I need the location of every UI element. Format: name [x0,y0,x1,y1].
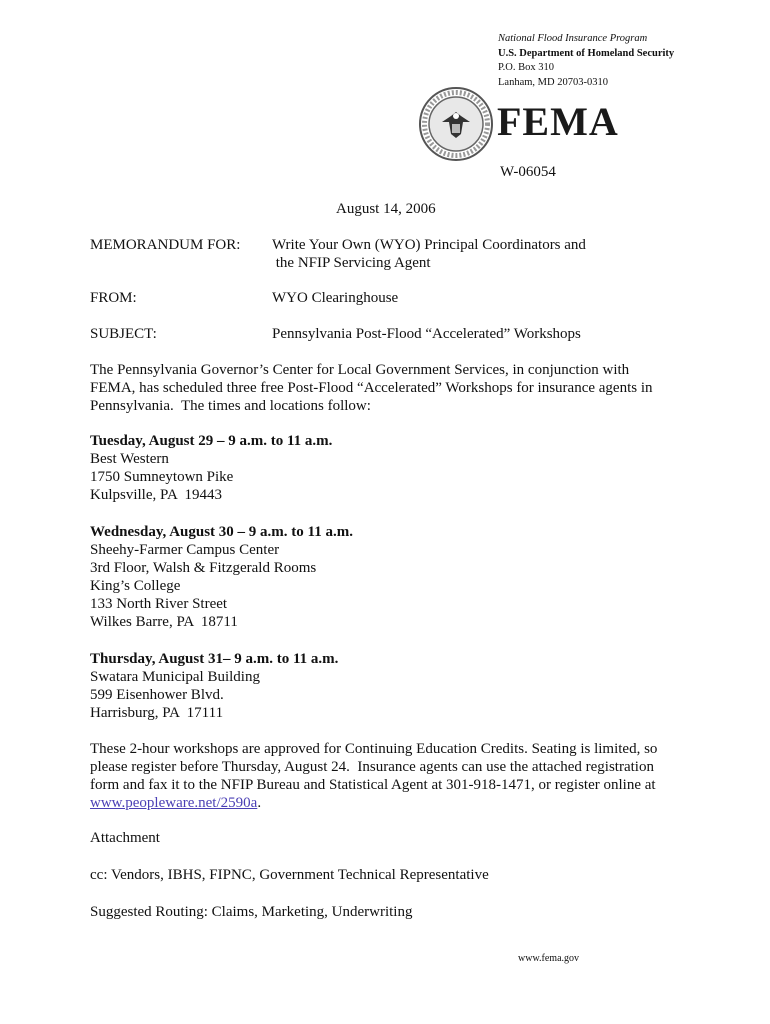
from-label: FROM: [90,290,137,306]
subject-value: Pennsylvania Post-Flood “Accelerated” Workshops [272,326,581,342]
workshop-street: 1750 Sumneytown Pike [90,469,234,485]
workshop-tuesday [90,432,332,504]
footer-url: www.fema.gov [518,953,580,964]
routing-line: Suggested Routing: Claims, Marketing, Underwriting [90,904,413,920]
workshop-wednesday [90,523,353,631]
intro-paragraph [90,361,690,415]
intro-line: Pennsylvania. The times and locations follow: [90,398,371,414]
workshop-city: Harrisburg, PA 17111 [90,705,224,721]
memo-for-label: MEMORANDUM FOR: [90,237,241,253]
workshop-city: Wilkes Barre, PA 18711 [90,614,238,630]
from-value: WYO Clearinghouse [272,290,399,306]
memo-for-value-line2: the NFIP Servicing Agent [272,255,431,271]
workshop-thursday [90,650,338,722]
dhs-seal-icon [418,86,494,162]
closing-link-line [90,794,690,812]
program-name: National Flood Insurance Program [498,33,648,44]
workshop-street: 133 North River Street [90,596,228,612]
workshop-venue: Sheehy-Farmer Campus Center [90,542,280,558]
memo-for-value-line1: Write Your Own (WYO) Principal Coordinators and [272,237,586,253]
registration-link[interactable]: www.peopleware.net/2590a [90,795,258,811]
memo-date: August 14, 2006 [336,201,436,217]
link-suffix: . [257,795,262,811]
document-number: W-06054 [500,164,556,180]
closing-line: please register before Thursday, August 24. Insurance agents can use the attached registration [90,759,654,775]
closing-line: These 2-hour workshops are approved for Continuing Education Credits. Seating is limited, so [90,741,658,757]
closing-line: form and fax it to the NFIP Bureau and Statistical Agent at 301-918-1471, or register online at [90,777,656,793]
workshop-city: Kulpsville, PA 19443 [90,487,222,503]
intro-line: The Pennsylvania Governor’s Center for Local Government Services, in conjunction with [90,362,630,378]
intro-line: FEMA, has scheduled three free Post-Flood “Accelerated” Workshops for insurance agents in [90,380,653,396]
city-line: Lanham, MD 20703-0310 [498,76,608,88]
department-name: U.S. Department of Homeland Security [498,47,675,59]
workshop-room: 3rd Floor, Walsh & Fitzgerald Rooms [90,560,317,576]
letterhead-address [498,32,674,90]
subject-label: SUBJECT: [90,326,157,342]
attachment-note: Attachment [90,830,160,846]
workshop-street: 599 Eisenhower Blvd. [90,687,224,703]
fema-wordmark: FEMA [497,99,619,144]
closing-paragraph [90,740,690,812]
workshop-venue: Best Western [90,451,169,467]
workshop-venue: Swatara Municipal Building [90,669,260,685]
po-box: P.O. Box 310 [498,62,555,73]
workshop-heading: Wednesday, August 30 – 9 a.m. to 11 a.m. [90,524,353,540]
workshop-heading: Tuesday, August 29 – 9 a.m. to 11 a.m. [90,433,333,449]
workshop-heading: Thursday, August 31– 9 a.m. to 11 a.m. [90,651,339,667]
cc-line: cc: Vendors, IBHS, FIPNC, Government Technical Representative [90,867,489,883]
workshop-college: King’s College [90,578,181,594]
